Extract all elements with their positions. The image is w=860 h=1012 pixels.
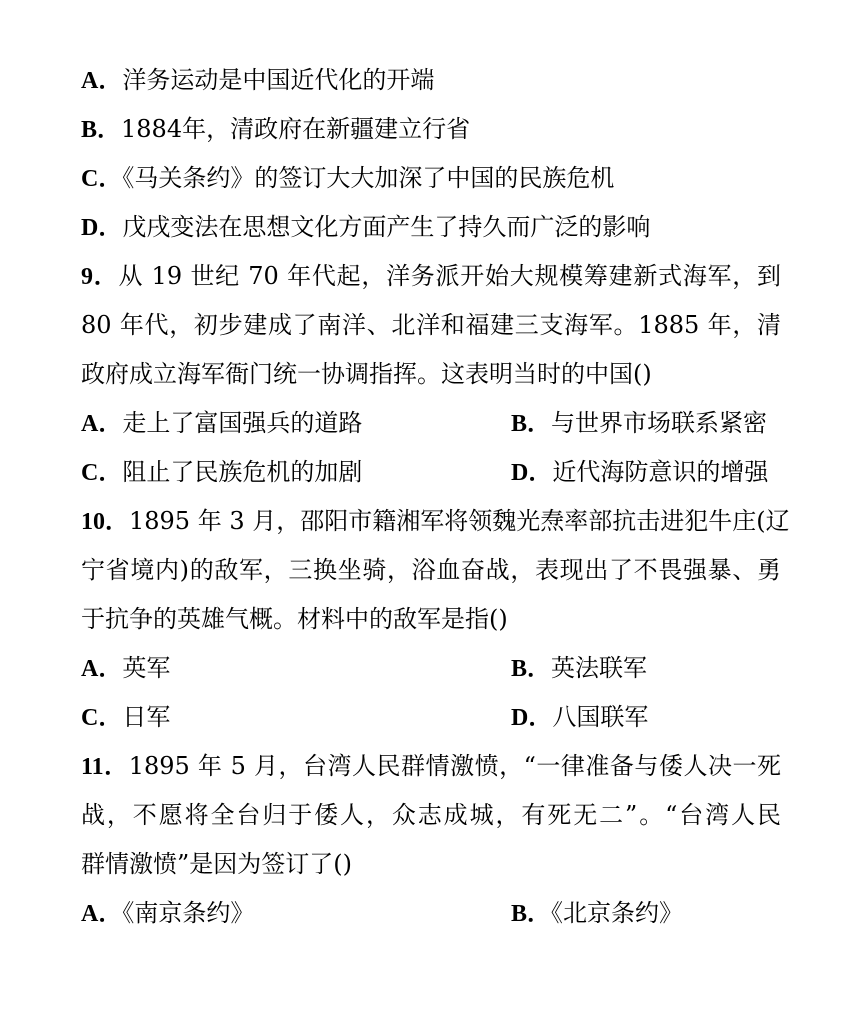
q9-option-b [511,405,767,441]
q9-stem-line-2: 80 年代，初步建成了南洋、北洋和福建三支海军。1885 年，清 [81,311,781,339]
option-text: 日军 [122,703,171,731]
option-text: 英法联军 [551,654,648,682]
q9-option-a [81,405,362,441]
q8-option-d [81,209,650,245]
q10-stem-line-2: 宁省境内)的敌军，三换坐骑，浴血奋战，表现出了不畏强暴、勇 [81,556,781,584]
option-text: 1884年，清政府在新疆建立行省 [121,115,471,143]
q10-option-c [81,699,170,735]
option-text: 《马关条约》的签订大大加深了中国的民族危机 [122,164,615,192]
q10-stem-line-3: 于抗争的英雄气概。材料中的敌军是指() [81,605,508,633]
option-text: 与世界市场联系紧密 [551,409,768,437]
option-text: 阻止了民族危机的加剧 [122,458,363,486]
option-label: D． [511,705,553,731]
option-text: 洋务运动是中国近代化的开端 [122,66,435,94]
q8-option-c [81,160,614,196]
q11-stem-line-2: 战，不愿将全台归于倭人，众志成城，有死无二”。“台湾人民 [81,801,781,829]
option-label: A． [81,656,123,682]
option-text: 近代海防意识的增强 [552,458,769,486]
q8-option-b [81,111,470,147]
option-text: 英军 [122,654,171,682]
option-text: 八国联军 [552,703,649,731]
q9-stem-line-1 [81,258,781,294]
q11-option-a [81,895,254,931]
option-text: 《南京条约》 [122,899,255,927]
question-number: 9． [81,264,119,290]
q10-option-a [81,650,170,686]
q8-option-a [81,62,434,98]
q10-option-d [511,699,648,735]
option-label: C． [81,705,123,731]
option-label: C． [81,166,123,192]
option-label: B． [511,411,552,437]
option-label: C． [81,460,123,486]
stem-text: 1895 年 3 月，邵阳市籍湘军将领魏光焘率部抗击进犯牛庄(辽 [129,507,790,535]
q10-stem-line-1 [81,503,790,539]
q11-stem-line-1 [81,748,781,784]
q9-option-c [81,454,362,490]
option-label: A． [81,411,123,437]
question-number: 10． [81,509,129,535]
option-text: 戊戌变法在思想文化方面产生了持久而广泛的影响 [122,213,651,241]
q9-stem-line-3: 政府成立海军衙门统一协调指挥。这表明当时的中国() [81,360,652,388]
option-label: B． [511,901,552,927]
q11-stem-line-3: 群情激愤”是因为签订了() [81,850,352,878]
option-label: D． [81,215,123,241]
q11-option-b [511,895,683,931]
option-text: 走上了富国强兵的道路 [122,409,363,437]
q9-option-d [511,454,768,490]
option-label: D． [511,460,553,486]
stem-text: 1895 年 5 月，台湾人民群情激愤，“一律准备与倭人决一死 [128,752,781,780]
option-label: A． [81,901,123,927]
stem-text: 从 19 世纪 70 年代起，洋务派开始大规模筹建新式海军，到 [118,262,782,290]
q10-option-b [511,650,647,686]
question-number: 11． [81,754,129,780]
option-label: B． [81,117,122,143]
option-label: A． [81,68,123,94]
option-text: 《北京条约》 [551,899,684,927]
option-label: B． [511,656,552,682]
